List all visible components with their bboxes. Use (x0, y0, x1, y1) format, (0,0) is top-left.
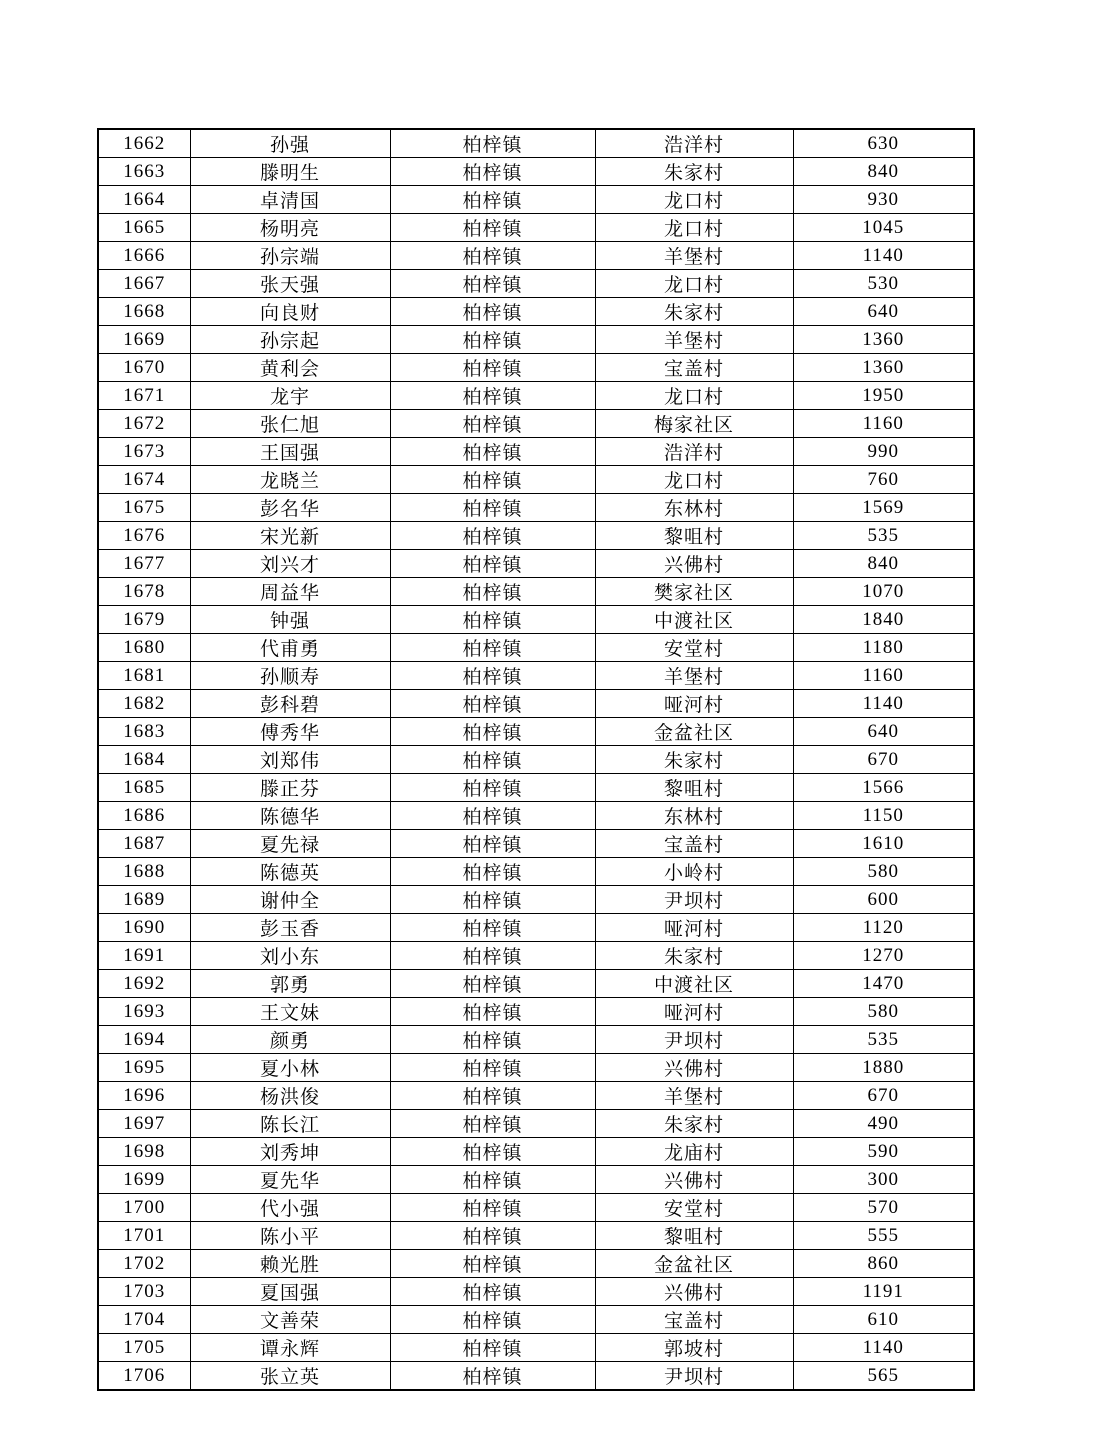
cell-name: 滕明生 (190, 158, 390, 186)
cell-name: 代甫勇 (190, 634, 390, 662)
cell-serial: 1694 (98, 1026, 190, 1054)
cell-village: 东林村 (595, 494, 793, 522)
table-row (98, 270, 974, 298)
cell-name: 黄利会 (190, 354, 390, 382)
cell-town: 柏梓镇 (390, 914, 595, 942)
table-row (98, 970, 974, 998)
cell-name: 宋光新 (190, 522, 390, 550)
cell-village: 朱家村 (595, 942, 793, 970)
cell-village: 朱家村 (595, 158, 793, 186)
cell-name: 刘小东 (190, 942, 390, 970)
cell-amount: 535 (793, 1026, 974, 1054)
cell-amount: 1569 (793, 494, 974, 522)
cell-serial: 1692 (98, 970, 190, 998)
cell-village: 朱家村 (595, 746, 793, 774)
cell-village: 小岭村 (595, 858, 793, 886)
cell-name: 张天强 (190, 270, 390, 298)
cell-village: 兴佛村 (595, 550, 793, 578)
cell-village: 宝盖村 (595, 354, 793, 382)
cell-amount: 565 (793, 1362, 974, 1391)
cell-town: 柏梓镇 (390, 1222, 595, 1250)
cell-name: 彭科碧 (190, 690, 390, 718)
cell-serial: 1704 (98, 1306, 190, 1334)
cell-serial: 1678 (98, 578, 190, 606)
table-row (98, 129, 974, 158)
cell-village: 黎咀村 (595, 1222, 793, 1250)
cell-town: 柏梓镇 (390, 970, 595, 998)
cell-village: 兴佛村 (595, 1166, 793, 1194)
cell-amount: 1360 (793, 326, 974, 354)
cell-town: 柏梓镇 (390, 1306, 595, 1334)
cell-village: 宝盖村 (595, 1306, 793, 1334)
table-row (98, 550, 974, 578)
cell-town: 柏梓镇 (390, 1110, 595, 1138)
table-row (98, 886, 974, 914)
table-row (98, 494, 974, 522)
cell-village: 羊堡村 (595, 1082, 793, 1110)
cell-town: 柏梓镇 (390, 1054, 595, 1082)
cell-serial: 1674 (98, 466, 190, 494)
table-row (98, 1082, 974, 1110)
cell-village: 安堂村 (595, 634, 793, 662)
cell-village: 宝盖村 (595, 830, 793, 858)
table-row (98, 942, 974, 970)
table-row (98, 1222, 974, 1250)
cell-amount: 1045 (793, 214, 974, 242)
cell-town: 柏梓镇 (390, 354, 595, 382)
cell-serial: 1697 (98, 1110, 190, 1138)
cell-village: 龙庙村 (595, 1138, 793, 1166)
cell-town: 柏梓镇 (390, 550, 595, 578)
cell-serial: 1702 (98, 1250, 190, 1278)
table-row (98, 298, 974, 326)
cell-town: 柏梓镇 (390, 634, 595, 662)
cell-village: 中渡社区 (595, 606, 793, 634)
cell-amount: 990 (793, 438, 974, 466)
cell-village: 龙口村 (595, 466, 793, 494)
table-row (98, 606, 974, 634)
table-row (98, 522, 974, 550)
cell-serial: 1682 (98, 690, 190, 718)
cell-town: 柏梓镇 (390, 410, 595, 438)
cell-town: 柏梓镇 (390, 746, 595, 774)
cell-serial: 1672 (98, 410, 190, 438)
cell-amount: 1120 (793, 914, 974, 942)
cell-serial: 1663 (98, 158, 190, 186)
cell-name: 孙宗起 (190, 326, 390, 354)
cell-serial: 1668 (98, 298, 190, 326)
cell-name: 刘兴才 (190, 550, 390, 578)
cell-amount: 670 (793, 746, 974, 774)
table-row (98, 1334, 974, 1362)
cell-village: 哑河村 (595, 690, 793, 718)
table-row (98, 410, 974, 438)
cell-serial: 1687 (98, 830, 190, 858)
cell-name: 卓清国 (190, 186, 390, 214)
cell-amount: 1070 (793, 578, 974, 606)
table-row (98, 1138, 974, 1166)
cell-amount: 530 (793, 270, 974, 298)
cell-town: 柏梓镇 (390, 186, 595, 214)
cell-village: 浩洋村 (595, 129, 793, 158)
cell-serial: 1665 (98, 214, 190, 242)
cell-village: 羊堡村 (595, 662, 793, 690)
cell-town: 柏梓镇 (390, 1166, 595, 1194)
cell-village: 尹坝村 (595, 886, 793, 914)
cell-serial: 1676 (98, 522, 190, 550)
cell-amount: 1180 (793, 634, 974, 662)
cell-serial: 1685 (98, 774, 190, 802)
cell-town: 柏梓镇 (390, 522, 595, 550)
table-row (98, 326, 974, 354)
cell-name: 向良财 (190, 298, 390, 326)
table-row (98, 1306, 974, 1334)
cell-town: 柏梓镇 (390, 606, 595, 634)
cell-town: 柏梓镇 (390, 494, 595, 522)
cell-town: 柏梓镇 (390, 998, 595, 1026)
cell-name: 孙顺寿 (190, 662, 390, 690)
cell-village: 哑河村 (595, 998, 793, 1026)
table-row (98, 1054, 974, 1082)
table-row (98, 242, 974, 270)
cell-town: 柏梓镇 (390, 1250, 595, 1278)
cell-village: 尹坝村 (595, 1026, 793, 1054)
cell-name: 陈德英 (190, 858, 390, 886)
cell-village: 龙口村 (595, 214, 793, 242)
cell-name: 傅秀华 (190, 718, 390, 746)
cell-serial: 1671 (98, 382, 190, 410)
cell-amount: 840 (793, 158, 974, 186)
cell-serial: 1670 (98, 354, 190, 382)
cell-serial: 1673 (98, 438, 190, 466)
cell-town: 柏梓镇 (390, 1194, 595, 1222)
table-row (98, 802, 974, 830)
cell-village: 安堂村 (595, 1194, 793, 1222)
cell-village: 黎咀村 (595, 522, 793, 550)
cell-town: 柏梓镇 (390, 858, 595, 886)
cell-town: 柏梓镇 (390, 942, 595, 970)
cell-amount: 1150 (793, 802, 974, 830)
cell-amount: 760 (793, 466, 974, 494)
cell-village: 金盆社区 (595, 1250, 793, 1278)
cell-serial: 1684 (98, 746, 190, 774)
cell-amount: 1950 (793, 382, 974, 410)
cell-amount: 1840 (793, 606, 974, 634)
cell-amount: 1610 (793, 830, 974, 858)
cell-name: 夏先禄 (190, 830, 390, 858)
cell-name: 杨明亮 (190, 214, 390, 242)
cell-town: 柏梓镇 (390, 466, 595, 494)
cell-town: 柏梓镇 (390, 830, 595, 858)
cell-name: 陈德华 (190, 802, 390, 830)
table-row (98, 466, 974, 494)
cell-town: 柏梓镇 (390, 1082, 595, 1110)
cell-serial: 1669 (98, 326, 190, 354)
cell-village: 郭坡村 (595, 1334, 793, 1362)
cell-name: 谢仲全 (190, 886, 390, 914)
table-row (98, 1110, 974, 1138)
cell-town: 柏梓镇 (390, 438, 595, 466)
cell-name: 彭名华 (190, 494, 390, 522)
cell-town: 柏梓镇 (390, 382, 595, 410)
cell-serial: 1683 (98, 718, 190, 746)
table-row (98, 690, 974, 718)
cell-name: 王国强 (190, 438, 390, 466)
cell-village: 黎咀村 (595, 774, 793, 802)
cell-serial: 1686 (98, 802, 190, 830)
cell-amount: 600 (793, 886, 974, 914)
cell-village: 朱家村 (595, 298, 793, 326)
cell-serial: 1689 (98, 886, 190, 914)
cell-town: 柏梓镇 (390, 158, 595, 186)
cell-serial: 1677 (98, 550, 190, 578)
cell-serial: 1699 (98, 1166, 190, 1194)
cell-name: 赖光胜 (190, 1250, 390, 1278)
cell-name: 周益华 (190, 578, 390, 606)
table-row (98, 1166, 974, 1194)
cell-amount: 1160 (793, 410, 974, 438)
cell-town: 柏梓镇 (390, 129, 595, 158)
cell-town: 柏梓镇 (390, 298, 595, 326)
table-row (98, 354, 974, 382)
table-row (98, 382, 974, 410)
cell-amount: 1270 (793, 942, 974, 970)
cell-serial: 1693 (98, 998, 190, 1026)
cell-name: 郭勇 (190, 970, 390, 998)
cell-town: 柏梓镇 (390, 214, 595, 242)
table-row (98, 634, 974, 662)
cell-serial: 1688 (98, 858, 190, 886)
cell-serial: 1667 (98, 270, 190, 298)
cell-serial: 1695 (98, 1054, 190, 1082)
cell-town: 柏梓镇 (390, 1026, 595, 1054)
cell-amount: 930 (793, 186, 974, 214)
table-row (98, 858, 974, 886)
cell-amount: 860 (793, 1250, 974, 1278)
cell-village: 梅家社区 (595, 410, 793, 438)
cell-village: 兴佛村 (595, 1278, 793, 1306)
cell-village: 东林村 (595, 802, 793, 830)
cell-town: 柏梓镇 (390, 1138, 595, 1166)
cell-town: 柏梓镇 (390, 578, 595, 606)
cell-name: 颜勇 (190, 1026, 390, 1054)
cell-town: 柏梓镇 (390, 1334, 595, 1362)
cell-amount: 630 (793, 129, 974, 158)
cell-amount: 640 (793, 298, 974, 326)
table-row (98, 774, 974, 802)
cell-town: 柏梓镇 (390, 242, 595, 270)
table-row (98, 1278, 974, 1306)
cell-serial: 1701 (98, 1222, 190, 1250)
cell-village: 兴佛村 (595, 1054, 793, 1082)
table-row (98, 718, 974, 746)
cell-serial: 1703 (98, 1278, 190, 1306)
table-row (98, 438, 974, 466)
cell-serial: 1696 (98, 1082, 190, 1110)
cell-amount: 610 (793, 1306, 974, 1334)
cell-village: 樊家社区 (595, 578, 793, 606)
cell-amount: 1360 (793, 354, 974, 382)
cell-village: 中渡社区 (595, 970, 793, 998)
table-row (98, 662, 974, 690)
cell-name: 谭永辉 (190, 1334, 390, 1362)
cell-amount: 1191 (793, 1278, 974, 1306)
cell-name: 孙宗端 (190, 242, 390, 270)
cell-name: 陈小平 (190, 1222, 390, 1250)
cell-name: 张仁旭 (190, 410, 390, 438)
cell-village: 金盆社区 (595, 718, 793, 746)
cell-town: 柏梓镇 (390, 718, 595, 746)
cell-town: 柏梓镇 (390, 802, 595, 830)
cell-village: 龙口村 (595, 382, 793, 410)
cell-name: 代小强 (190, 1194, 390, 1222)
table-row (98, 158, 974, 186)
cell-amount: 1140 (793, 242, 974, 270)
cell-name: 夏国强 (190, 1278, 390, 1306)
table-row (98, 998, 974, 1026)
cell-name: 刘郑伟 (190, 746, 390, 774)
cell-amount: 580 (793, 858, 974, 886)
cell-name: 夏小林 (190, 1054, 390, 1082)
roster-table-body (98, 129, 974, 1390)
table-row (98, 830, 974, 858)
cell-village: 朱家村 (595, 1110, 793, 1138)
table-row (98, 1194, 974, 1222)
cell-village: 浩洋村 (595, 438, 793, 466)
cell-name: 滕正芬 (190, 774, 390, 802)
cell-village: 哑河村 (595, 914, 793, 942)
cell-town: 柏梓镇 (390, 774, 595, 802)
cell-amount: 1140 (793, 690, 974, 718)
cell-amount: 490 (793, 1110, 974, 1138)
table-row (98, 186, 974, 214)
cell-amount: 1470 (793, 970, 974, 998)
cell-amount: 840 (793, 550, 974, 578)
cell-serial: 1675 (98, 494, 190, 522)
cell-name: 钟强 (190, 606, 390, 634)
cell-serial: 1690 (98, 914, 190, 942)
cell-name: 龙宇 (190, 382, 390, 410)
cell-serial: 1705 (98, 1334, 190, 1362)
cell-village: 羊堡村 (595, 326, 793, 354)
cell-village: 龙口村 (595, 270, 793, 298)
cell-name: 夏先华 (190, 1166, 390, 1194)
table-row (98, 746, 974, 774)
cell-serial: 1681 (98, 662, 190, 690)
cell-town: 柏梓镇 (390, 326, 595, 354)
cell-amount: 570 (793, 1194, 974, 1222)
cell-amount: 535 (793, 522, 974, 550)
table-row (98, 578, 974, 606)
cell-name: 王文妹 (190, 998, 390, 1026)
cell-amount: 580 (793, 998, 974, 1026)
cell-town: 柏梓镇 (390, 1362, 595, 1391)
cell-village: 尹坝村 (595, 1362, 793, 1391)
cell-amount: 300 (793, 1166, 974, 1194)
cell-amount: 640 (793, 718, 974, 746)
cell-name: 刘秀坤 (190, 1138, 390, 1166)
cell-amount: 590 (793, 1138, 974, 1166)
cell-serial: 1664 (98, 186, 190, 214)
cell-name: 文善荣 (190, 1306, 390, 1334)
cell-town: 柏梓镇 (390, 662, 595, 690)
cell-name: 陈长江 (190, 1110, 390, 1138)
cell-amount: 670 (793, 1082, 974, 1110)
cell-town: 柏梓镇 (390, 690, 595, 718)
cell-amount: 555 (793, 1222, 974, 1250)
cell-amount: 1140 (793, 1334, 974, 1362)
table-row (98, 1362, 974, 1391)
cell-town: 柏梓镇 (390, 270, 595, 298)
cell-serial: 1698 (98, 1138, 190, 1166)
cell-name: 龙晓兰 (190, 466, 390, 494)
cell-amount: 1160 (793, 662, 974, 690)
table-row (98, 1250, 974, 1278)
cell-name: 杨洪俊 (190, 1082, 390, 1110)
cell-serial: 1706 (98, 1362, 190, 1391)
cell-serial: 1680 (98, 634, 190, 662)
cell-serial: 1679 (98, 606, 190, 634)
cell-town: 柏梓镇 (390, 1278, 595, 1306)
cell-amount: 1566 (793, 774, 974, 802)
cell-serial: 1691 (98, 942, 190, 970)
cell-serial: 1662 (98, 129, 190, 158)
cell-name: 孙强 (190, 129, 390, 158)
table-row (98, 214, 974, 242)
cell-name: 彭玉香 (190, 914, 390, 942)
cell-town: 柏梓镇 (390, 886, 595, 914)
cell-name: 张立英 (190, 1362, 390, 1391)
cell-village: 羊堡村 (595, 242, 793, 270)
table-row (98, 914, 974, 942)
cell-serial: 1700 (98, 1194, 190, 1222)
roster-table (97, 128, 975, 1391)
table-row (98, 1026, 974, 1054)
cell-village: 龙口村 (595, 186, 793, 214)
cell-amount: 1880 (793, 1054, 974, 1082)
cell-serial: 1666 (98, 242, 190, 270)
